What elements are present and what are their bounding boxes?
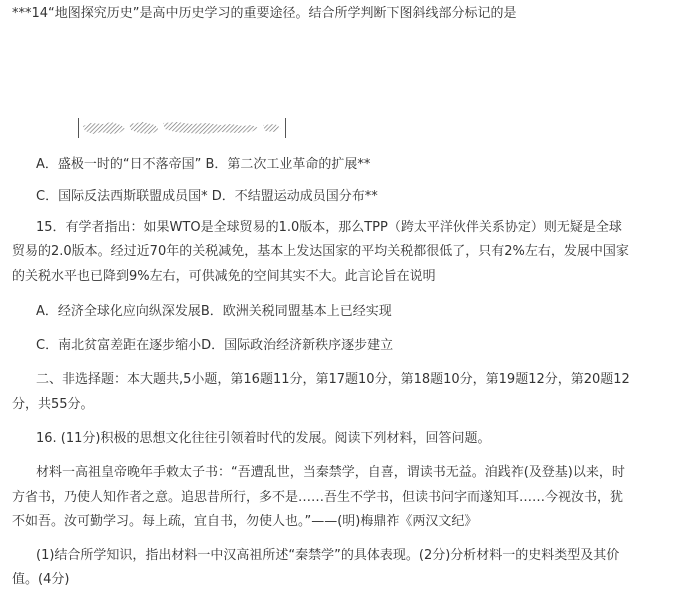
section-two-line-2: 分，共55分。 [12,397,94,412]
q15-line-2: 贸易的2.0版本。经过近70年的关税减免，基本上发达国家的平均关税都很低了，只有2%左右，发展中国家 [12,244,629,259]
q15-option-a-b: A．经济全球化应向纵深发展B．欧洲关税同盟基本上已经实现 [36,304,392,319]
section-two-line-1: 二、非选择题：本大题共,5小题，第16题11分，第17题10分，第18题10分，第19题12分，第20题12 [36,372,630,387]
map-image [78,118,286,138]
q16-material-line-3: 不如吾。汝可勤学习。每上疏，宜自书，勿使人也。”——(明)梅鼎祚《两汉文纪》 [12,514,478,529]
q16-sub1-line-1: (1)结合所学知识，指出材料一中汉高祖所述“秦禁学”的具体表现。(2分)分析材料一的史料类型及其价 [36,548,620,563]
q14-option-c-d: C．国际反法西斯联盟成员国* D．不结盟运动成员国分布** [36,189,378,204]
q16-stem: 16. (11分)积极的思想文化往往引领着时代的发展。阅读下列材料，回答问题。 [36,431,491,446]
q16-material-line-1: 材料一高祖皇帝晚年手敕太子书：“吾遭乱世，当秦禁学，自喜，谓读书无益。洎践祚(及登基)以来，时 [36,465,625,480]
q14-stem: ***14“地图探究历史”是高中历史学习的重要途径。结合所学判断下图斜线部分标记的是 [12,6,517,21]
q14-option-a-b: A．盛极一时的“日不落帝国” B．第二次工业革命的扩展** [36,157,371,172]
q15-line-3: 的关税水平也已降到9%左右，可供减免的空间其实不大。此言论旨在说明 [12,269,436,284]
world-map-hatched-strip [81,120,283,136]
q16-sub1-line-2: 值。(4分) [12,572,70,587]
q15-line-1: 15．有学者指出：如果WTO是全球贸易的1.0版本，那么TPP（跨太平洋伙伴关系协定）则无疑是全球 [36,220,622,235]
q16-material-line-2: 方省书，乃使人知作者之意。追思昔所行，多不是……吾生不学书，但读书问字而遂知耳……今视汝书，犹 [12,490,624,505]
q15-option-c-d: C．南北贫富差距在逐步缩小D．国际政治经济新秩序逐步建立 [36,338,394,353]
